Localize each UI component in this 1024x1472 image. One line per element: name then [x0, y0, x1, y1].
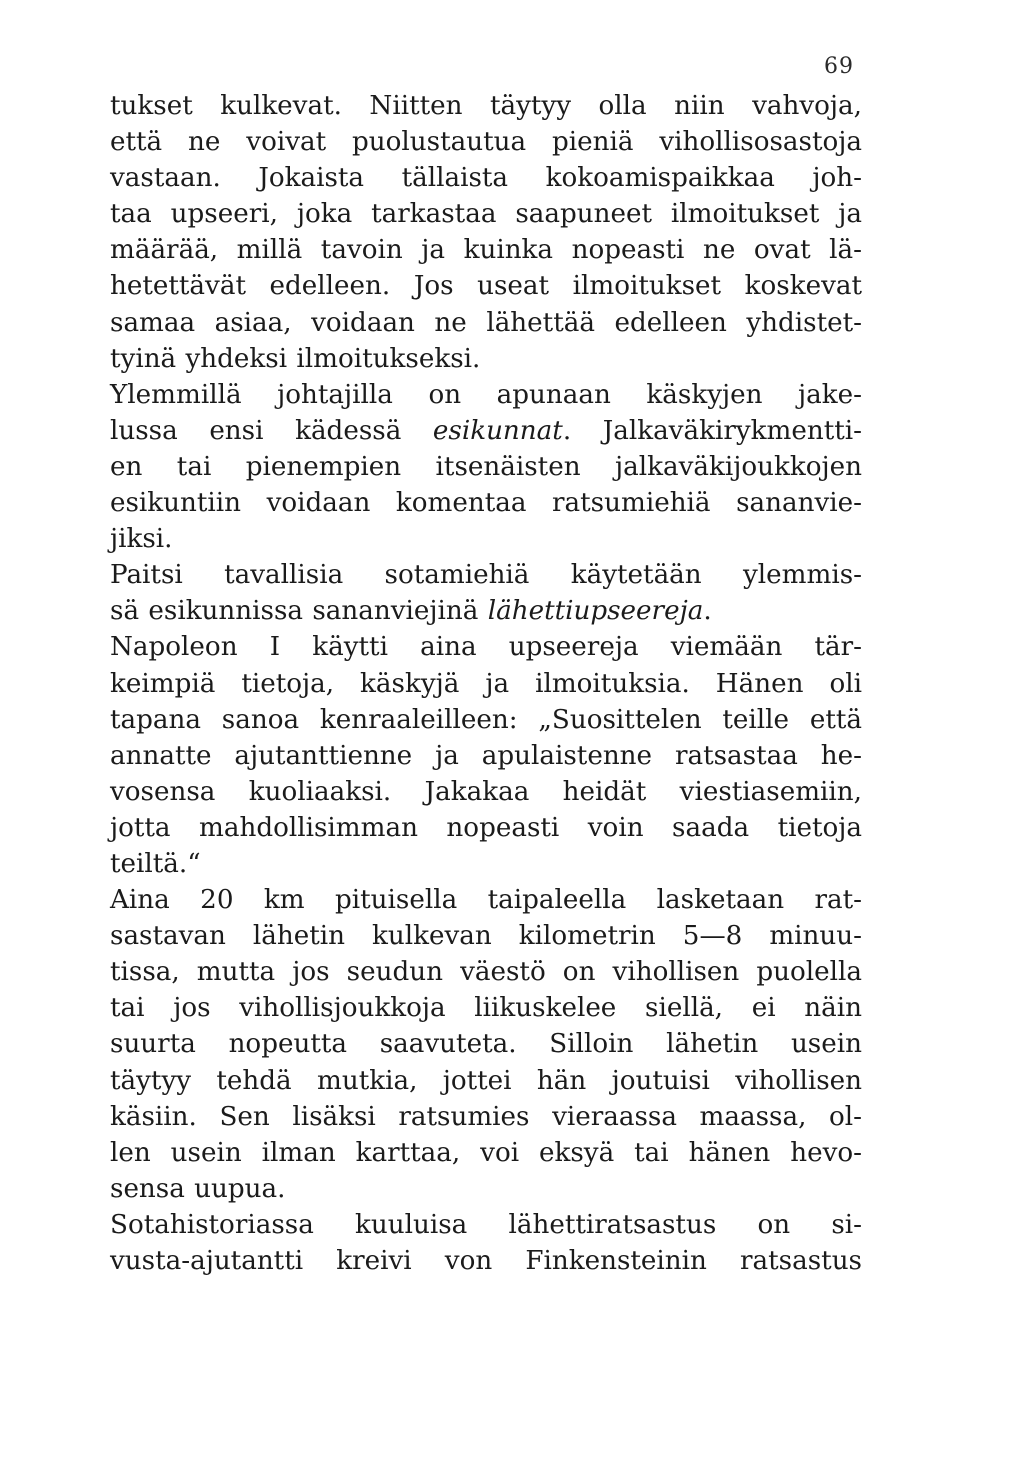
text-line-content — [110, 702, 862, 738]
text-line — [110, 1026, 862, 1062]
text-line-content — [110, 918, 862, 954]
text-line-content — [110, 521, 173, 557]
text-line-content — [110, 305, 862, 341]
text-line — [110, 196, 862, 232]
text-segment: keimpiä tietoja, käskyjä ja ilmoituksia. Hänen oli — [110, 668, 862, 699]
text-line-content — [110, 1207, 862, 1243]
text-line-content — [110, 1171, 285, 1207]
text-line-content — [110, 954, 862, 990]
text-segment: tukset kulkevat. Niitten täytyy olla niin vahvoja, — [110, 91, 862, 121]
text-line — [110, 377, 862, 413]
text-line-content — [110, 485, 862, 521]
text-segment: Napoleon I käytti aina upseereja viemään tär- — [110, 632, 862, 663]
italic-term: esikunnat — [432, 415, 563, 446]
text-line-content — [110, 774, 862, 810]
text-line — [110, 918, 862, 954]
text-line — [110, 1135, 862, 1171]
text-line-content — [110, 268, 862, 304]
text-line-content — [110, 882, 862, 918]
text-line-content — [110, 629, 862, 665]
text-segment: sensa uupua. — [110, 1173, 286, 1204]
text-line-content — [110, 1135, 862, 1171]
text-line — [110, 449, 862, 485]
text-line — [110, 341, 862, 377]
text-line-content — [110, 1099, 862, 1135]
body-text — [110, 88, 862, 1279]
text-segment: suurta nopeutta saavuteta. Silloin lähetin usein — [110, 1029, 862, 1060]
text-segment: tissa, mutta jos seudun väestö on vihollisen puolella — [110, 957, 862, 988]
text-line — [110, 268, 862, 304]
text-line-content — [110, 738, 862, 774]
text-segment: vusta-ajutantti kreivi von Finkensteinin ratsastus — [110, 1246, 862, 1276]
text-line-content — [110, 449, 862, 485]
text-segment: tai jos vihollisjoukkoja liikuskelee siellä, ei näin — [110, 993, 862, 1024]
text-line-content — [110, 557, 862, 593]
text-segment: samaa asiaa, voidaan ne lähettää edelleen yhdistet- — [110, 307, 862, 338]
text-line — [110, 1171, 862, 1207]
text-line — [110, 810, 862, 846]
text-line — [110, 88, 862, 124]
text-segment: vastaan. Jokaista tällaista kokoamispaikkaa joh- — [110, 163, 862, 194]
text-segment: teiltä.“ — [110, 848, 201, 879]
text-segment: sastavan lähetin kulkevan kilometrin 5—8 minuu- — [110, 921, 862, 952]
text-segment: annatte ajutanttienne ja apulaistenne ratsastaa he- — [110, 740, 862, 771]
text-line — [110, 160, 862, 196]
text-line — [110, 990, 862, 1026]
text-segment: lussa ensi kädessä — [110, 415, 433, 446]
text-segment: en tai pienempien itsenäisten jalkaväkijoukkojen — [110, 451, 862, 482]
text-segment: Sotahistoriassa kuuluisa lähettiratsastus on si- — [110, 1209, 862, 1240]
text-segment: Paitsi tavallisia sotamiehiä käytetään ylemmis- — [110, 560, 862, 591]
text-line — [110, 1207, 862, 1243]
text-segment: tapana sanoa kenraaleilleen: „Suosittelen teille että — [110, 704, 862, 735]
text-segment: määrää, millä tavoin ja kuinka nopeasti ne ovat lä- — [110, 235, 862, 266]
text-line — [110, 305, 862, 341]
text-segment: jotta mahdollisimman nopeasti voin saada tietoja — [110, 812, 862, 843]
text-line — [110, 1243, 862, 1279]
text-line — [110, 882, 862, 918]
text-segment: . Jalkaväkirykmentti- — [562, 415, 862, 446]
text-segment: sä esikunnissa sananviejinä — [110, 596, 488, 627]
text-line — [110, 1063, 862, 1099]
text-line-content — [110, 88, 862, 124]
text-line-content — [110, 196, 862, 232]
text-line-content — [110, 124, 862, 160]
text-line — [110, 124, 862, 160]
text-line-content — [110, 1063, 862, 1099]
text-segment: vosensa kuoliaaksi. Jakakaa heidät viestiasemiin, — [110, 776, 862, 807]
text-line — [110, 485, 862, 521]
text-line-content — [110, 1026, 862, 1062]
text-line-content — [110, 666, 862, 702]
text-line — [110, 593, 862, 629]
text-segment: taa upseeri, joka tarkastaa saapuneet ilmoitukset ja — [110, 199, 862, 230]
text-line-content — [110, 810, 862, 846]
text-line-content — [110, 846, 201, 882]
text-line-content — [110, 232, 862, 268]
text-line — [110, 954, 862, 990]
text-line — [110, 629, 862, 665]
text-line — [110, 557, 862, 593]
text-segment: esikuntiin voidaan komentaa ratsumiehiä sananvie- — [110, 488, 862, 519]
text-line-content — [110, 990, 862, 1026]
page-number: 69 — [824, 54, 854, 79]
text-segment: jiksi. — [110, 524, 173, 555]
text-line — [110, 774, 862, 810]
italic-term: lähettiupseereja — [487, 596, 704, 627]
text-line — [110, 702, 862, 738]
text-line-content — [110, 377, 862, 413]
text-segment: täytyy tehdä mutkia, jottei hän joutuisi vihollisen — [110, 1065, 862, 1096]
text-line-content — [110, 593, 712, 629]
text-segment: Ylemmillä johtajilla on apunaan käskyjen jake- — [110, 379, 862, 410]
text-segment: Aina 20 km pituisella taipaleella lasketaan rat- — [110, 885, 862, 916]
text-line — [110, 521, 862, 557]
text-line — [110, 666, 862, 702]
text-line — [110, 846, 862, 882]
text-line — [110, 1099, 862, 1135]
text-line — [110, 413, 862, 449]
text-segment: hetettävät edelleen. Jos useat ilmoitukset koskevat — [110, 271, 862, 302]
text-line-content — [110, 341, 480, 377]
text-line — [110, 232, 862, 268]
text-line-content — [110, 160, 862, 196]
text-line — [110, 738, 862, 774]
text-segment: käsiin. Sen lisäksi ratsumies vieraassa maassa, ol- — [110, 1101, 862, 1132]
text-segment: että ne voivat puolustautua pieniä vihollisosastoja — [110, 127, 862, 158]
text-segment: . — [703, 596, 712, 627]
text-line-content — [110, 1243, 862, 1279]
text-segment: tyinä yhdeksi ilmoitukseksi. — [110, 343, 481, 374]
text-line-content — [110, 413, 862, 449]
text-segment: len usein ilman karttaa, voi eksyä tai hänen hevo- — [110, 1137, 862, 1168]
